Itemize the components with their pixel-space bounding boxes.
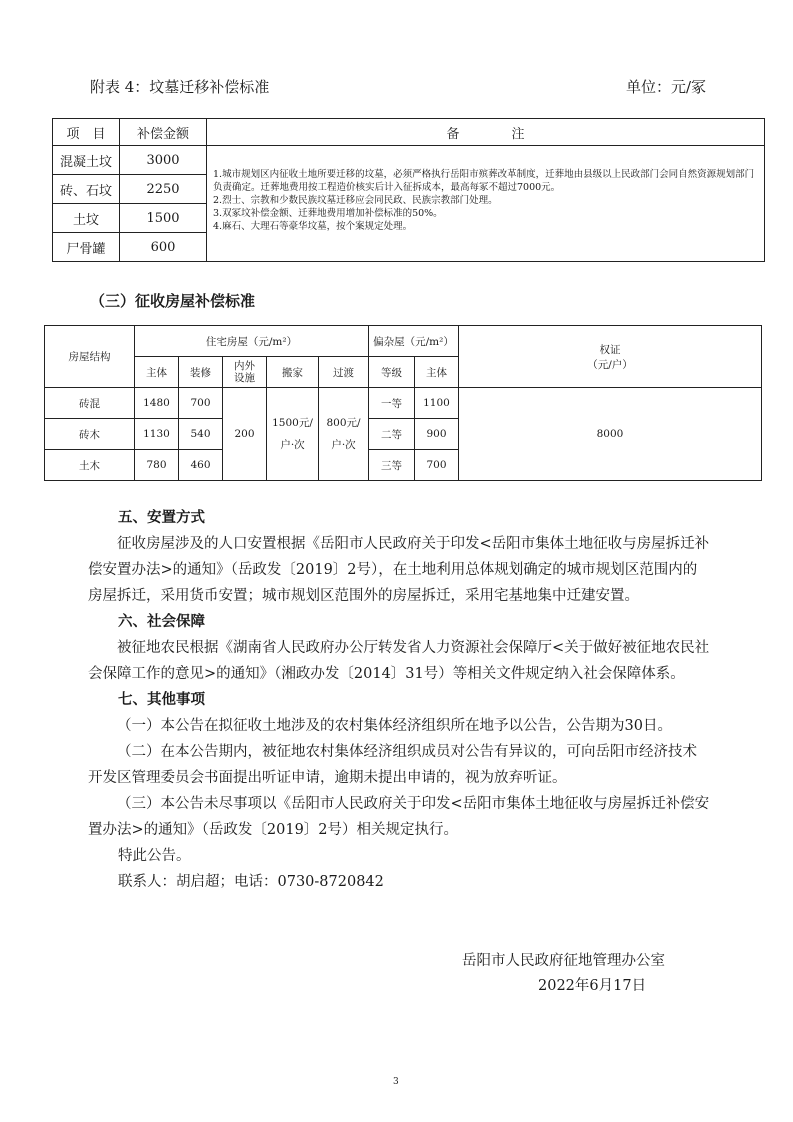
header-amount: 补偿金额: [120, 119, 207, 146]
header-decoration: 装修: [179, 357, 223, 388]
table1-unit: 单位：元/冢: [626, 78, 707, 96]
header-cert: [459, 326, 762, 388]
header-cert-unit: （元/户）: [587, 358, 633, 371]
signature-org: 岳阳市人民政府征地管理办公室: [462, 953, 665, 969]
table-cell: 土木: [45, 450, 135, 481]
section7-item1: （一）本公告在拟征收土地涉及的农村集体经济组织所在地予以公告，公告期为30日。: [117, 718, 672, 734]
note-line: 3.双冢坟补偿金额、迁葬地费用增加补偿标准的50%。: [213, 208, 443, 219]
table-cell: 700: [179, 388, 223, 419]
table-cell: 900: [415, 419, 459, 450]
table-cell: 2250: [120, 175, 207, 204]
table-cell: 1480: [135, 388, 179, 419]
header-cert-label: 权证: [599, 343, 621, 356]
table-cell: 一等: [369, 388, 415, 419]
table-cell: 3000: [120, 146, 207, 175]
note-line: 2.烈士、宗教和少数民族坟墓迁移应会同民政、民族宗教部门处理。: [213, 195, 498, 206]
header-auxiliary: 偏杂屋（元/m²）: [369, 326, 459, 357]
header-facility: 内外设施: [223, 357, 267, 388]
note-line: 1.城市规划区内征收土地所要迁移的坟墓，必须严格执行岳阳市殡葬改革制度，迁葬地由县级以上民政部门会同自然资源规划部门负责确定。迁葬地费用按工程造价核实后计入征拆成本，最高每冢不超过7000元。: [213, 169, 755, 193]
note-line: 4.麻石、大理石等豪华坟墓，按个案规定处理。: [213, 221, 413, 232]
transition-cell: 800元/户·次: [319, 388, 369, 481]
page-number: 3: [393, 1077, 399, 1087]
section3-title: （三）征收房屋补偿标准: [90, 292, 256, 310]
table-cell: 1100: [415, 388, 459, 419]
section7-item3: （三）本公告未尽事项以《岳阳市人民政府关于印发<岳阳市集体土地征收与房屋拆迁补偿安置办法>的通知》（岳政发〔2019〕2号）相关规定执行。: [88, 796, 710, 838]
table-cell: 砖混: [45, 388, 135, 419]
header-residential: 住宅房屋（元/m²）: [135, 326, 369, 357]
cert-cell: 8000: [459, 388, 762, 481]
section5-text: 征收房屋涉及的人口安置根据《岳阳市人民政府关于印发<岳阳市集体土地征收与房屋拆迁补偿安置办法>的通知》（岳政发〔2019〕2号），在土地利用总体规划确定的城市规划区范围内的房屋拆迁，采用货币安置；城市规划区范围外的房屋拆迁，采用宅基地集中迁建安置。: [88, 536, 710, 604]
header-structure: 房屋结构: [45, 326, 135, 388]
table-cell: 土坟: [53, 204, 120, 233]
table-cell: 砖木: [45, 419, 135, 450]
table-cell: 540: [179, 419, 223, 450]
section6-title: 六、社会保障: [118, 613, 205, 630]
signature-date: 2022年6月17日: [538, 978, 647, 994]
header-moving: 搬家: [267, 357, 319, 388]
header-item: 项 目: [53, 119, 120, 146]
table-cell: 700: [415, 450, 459, 481]
notes-cell: [207, 146, 765, 262]
facility-cell: 200: [223, 388, 267, 481]
table-cell: 780: [135, 450, 179, 481]
table-cell: 600: [120, 233, 207, 262]
table-cell: 460: [179, 450, 223, 481]
header-main2: 主体: [415, 357, 459, 388]
table-cell: 1130: [135, 419, 179, 450]
section6-text: 被征地农民根据《湖南省人民政府办公厅转发省人力资源社会保障厅<关于做好被征地农民社会保障工作的意见>的通知》（湘政办发〔2014〕31号）等相关文件规定纳入社会保障体系。: [88, 640, 710, 682]
moving-cell: 1500元/户·次: [267, 388, 319, 481]
header-main: 主体: [135, 357, 179, 388]
closing-text: 特此公告。: [118, 848, 191, 864]
grave-compensation-table: [52, 118, 765, 262]
table-cell: 二等: [369, 419, 415, 450]
contact-info: 联系人：胡启超；电话：0730-8720842: [118, 874, 384, 890]
section7-title: 七、其他事项: [118, 691, 205, 708]
header-notes: 备 注: [207, 119, 765, 146]
header-transition: 过渡: [319, 357, 369, 388]
table-cell: 1500: [120, 204, 207, 233]
section5-title: 五、安置方式: [118, 509, 205, 526]
table-cell: 砖、石坟: [53, 175, 120, 204]
section7-item2: （二）在本公告期内，被征地农村集体经济组织成员对公告有异议的，可向岳阳市经济技术开发区管理委员会书面提出听证申请，逾期未提出申请的，视为放弃听证。: [88, 744, 697, 786]
table-cell: 混凝土坟: [53, 146, 120, 175]
table-cell: 尸骨罐: [53, 233, 120, 262]
table-cell: 三等: [369, 450, 415, 481]
house-compensation-table: [44, 325, 762, 481]
table1-title: 附表 4：坟墓迁移补偿标准: [90, 78, 270, 96]
header-grade: 等级: [369, 357, 415, 388]
